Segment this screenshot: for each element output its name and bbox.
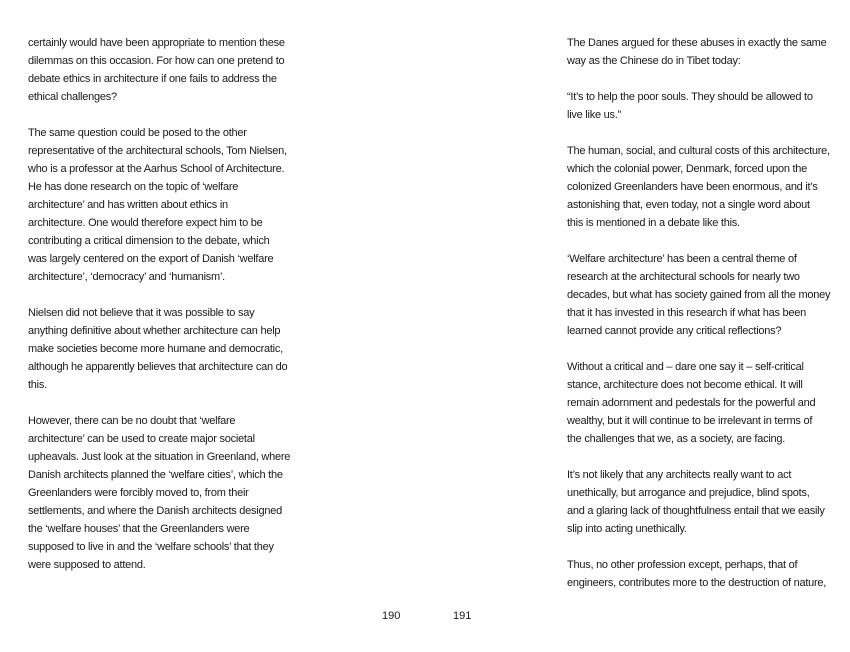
text-line: architecture. One would therefore expect him to be bbox=[28, 217, 263, 229]
paragraph bbox=[567, 358, 829, 448]
text-line: dilemmas on this occasion. For how can one pretend to bbox=[28, 55, 285, 67]
text-line: were supposed to attend. bbox=[28, 559, 146, 571]
text-line: decades, but what has society gained from all the money bbox=[567, 289, 831, 301]
text-line: make societies become more humane and democratic, bbox=[28, 343, 283, 355]
text-line: settlements, and where the Danish architects designed bbox=[28, 505, 282, 517]
text-line: astonishing that, even today, not a single word about bbox=[567, 199, 810, 211]
right-page-text bbox=[567, 34, 829, 610]
text-line: architecture’ can be used to create major societal bbox=[28, 433, 255, 445]
text-line: supposed to live in and the ‘welfare schools’ that they bbox=[28, 541, 274, 553]
paragraph bbox=[567, 250, 829, 340]
text-line: this. bbox=[28, 379, 47, 391]
text-line: upheavals. Just look at the situation in Greenland, where bbox=[28, 451, 291, 463]
text-line: and a glaring lack of thoughtfulness entail that we easily bbox=[567, 505, 825, 517]
text-line: engineers, contributes more to the destruction of nature, bbox=[567, 577, 827, 589]
left-page-text bbox=[28, 34, 290, 592]
text-line: Danish architects planned the ‘welfare cities’, which the bbox=[28, 469, 283, 481]
text-line: wealthy, but it will continue to be irrelevant in terms of bbox=[567, 415, 813, 427]
paragraph bbox=[28, 124, 290, 286]
paragraph bbox=[567, 556, 829, 592]
text-line: unethically, but arrogance and prejudice, blind spots, bbox=[567, 487, 810, 499]
text-line: remain adornment and pedestals for the powerful and bbox=[567, 397, 816, 409]
text-line: architecture’ and has written about ethics in bbox=[28, 199, 228, 211]
text-line: The same question could be posed to the other bbox=[28, 127, 247, 139]
text-line: which the colonial power, Denmark, forced upon the bbox=[567, 163, 808, 175]
text-line: who is a professor at the Aarhus School of Architecture. bbox=[28, 163, 285, 175]
text-line: architecture’, ‘democracy’ and ‘humanism’. bbox=[28, 271, 225, 283]
text-line: Greenlanders were forcibly moved to, from their bbox=[28, 487, 249, 499]
paragraph bbox=[28, 304, 290, 394]
text-line: was largely centered on the export of Danish ‘welfare bbox=[28, 253, 274, 265]
text-line: learned cannot provide any critical reflections? bbox=[567, 325, 782, 337]
paragraph bbox=[567, 88, 829, 124]
text-line: although he apparently believes that architecture can do bbox=[28, 361, 288, 373]
text-line: It’s not likely that any architects really want to act bbox=[567, 469, 792, 481]
paragraph bbox=[28, 34, 290, 106]
text-line: debate ethics in architecture if one fails to address the bbox=[28, 73, 277, 85]
page-number-right: 191 bbox=[453, 610, 472, 622]
page-number-left: 190 bbox=[382, 610, 401, 622]
text-line: Nielsen did not believe that it was possible to say bbox=[28, 307, 255, 319]
text-line: stance, architecture does not become ethical. It will bbox=[567, 379, 803, 391]
paragraph bbox=[567, 34, 829, 70]
text-line: anything definitive about whether architecture can help bbox=[28, 325, 281, 337]
text-line: way as the Chinese do in Tibet today: bbox=[567, 55, 741, 67]
text-line: this is mentioned in a debate like this. bbox=[567, 217, 740, 229]
text-line: He has done research on the topic of ‘welfare bbox=[28, 181, 239, 193]
paragraph bbox=[28, 412, 290, 574]
text-line: representative of the architectural schools, Tom Nielsen, bbox=[28, 145, 287, 157]
paragraph bbox=[567, 466, 829, 538]
text-line: research at the architectural schools for nearly two bbox=[567, 271, 800, 283]
text-line: the challenges that we, as a society, are facing. bbox=[567, 433, 786, 445]
text-line: certainly would have been appropriate to mention these bbox=[28, 37, 285, 49]
text-line: The human, social, and cultural costs of this architecture, bbox=[567, 145, 830, 157]
text-line: live like us.” bbox=[567, 109, 621, 121]
text-line: ethical challenges? bbox=[28, 91, 117, 103]
text-line: “It’s to help the poor souls. They should be allowed to bbox=[567, 91, 813, 103]
text-line: ‘Welfare architecture’ has been a central theme of bbox=[567, 253, 797, 265]
text-line: slip into acting unethically. bbox=[567, 523, 687, 535]
text-line: contributing a critical dimension to the debate, which bbox=[28, 235, 270, 247]
text-line: that it has invested in this research if what has been bbox=[567, 307, 807, 319]
text-line: The Danes argued for these abuses in exactly the same bbox=[567, 37, 827, 49]
text-line: However, there can be no doubt that ‘welfare bbox=[28, 415, 236, 427]
text-line: Without a critical and – dare one say it – self-critical bbox=[567, 361, 804, 373]
text-line: the ‘welfare houses’ that the Greenlanders were bbox=[28, 523, 250, 535]
text-line: colonized Greenlanders have been enormous, and it’s bbox=[567, 181, 818, 193]
paragraph bbox=[567, 142, 829, 232]
text-line: Thus, no other profession except, perhaps, that of bbox=[567, 559, 798, 571]
